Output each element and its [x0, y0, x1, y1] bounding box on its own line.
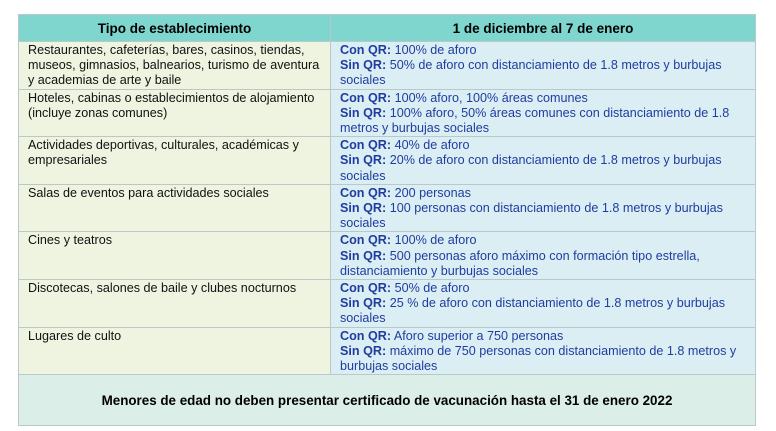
con-qr-line [340, 233, 746, 248]
table-row [19, 42, 756, 90]
sin-qr-line [340, 296, 746, 326]
sin-qr-line [340, 58, 746, 88]
sin-qr-label: Sin QR: [340, 201, 387, 216]
sin-qr-value: 50% de aforo con distanciamiento de 1.8 metros y burbujas sociales [340, 58, 722, 88]
con-qr-value: 100% aforo, 100% áreas comunes [394, 90, 588, 105]
sin-qr-value: máximo de 750 personas con distanciamiento de 1.8 metros y burbujas sociales [340, 343, 737, 374]
tipo-cell: Lugares de culto [19, 327, 331, 375]
aforo-cell [331, 42, 756, 90]
con-qr-label: Con QR: [340, 233, 392, 248]
table-header-row [19, 15, 756, 42]
aforo-cell [331, 137, 756, 185]
header-tipo: Tipo de establecimiento [19, 15, 331, 42]
sin-qr-value: 500 personas aforo máximo con formación tipo estrella, distanciamiento y burbujas sociales [340, 248, 700, 278]
aforo-cell [331, 232, 756, 280]
sin-qr-label: Sin QR: [340, 58, 387, 73]
aforo-cell [331, 327, 756, 375]
tipo-cell: Discotecas, salones de baile y clubes nocturnos [19, 280, 331, 328]
aforo-cell [331, 89, 756, 137]
con-qr-label: Con QR: [340, 328, 392, 343]
tipo-cell: Restaurantes, cafeterías, bares, casinos, tiendas, museos, gimnasios, balnearios, turismo de aventura y academias de arte y baile [19, 42, 331, 90]
header-fechas: 1 de diciembre al 7 de enero [331, 15, 756, 42]
con-qr-line [340, 138, 746, 153]
sin-qr-label: Sin QR: [340, 296, 387, 311]
con-qr-value: 100% de aforo [394, 43, 477, 57]
sin-qr-value: 100% aforo, 50% áreas comunes con distanciamiento de 1.8 metros y burbujas sociales [340, 105, 730, 136]
aforo-cell [331, 280, 756, 328]
aforo-table-container [18, 14, 755, 426]
aforo-table [18, 14, 756, 426]
con-qr-label: Con QR: [340, 281, 392, 296]
con-qr-label: Con QR: [340, 185, 392, 200]
table-row [19, 232, 756, 280]
sin-qr-value: 25 % de aforo con distanciamiento de 1.8 metros y burbujas sociales [340, 296, 726, 326]
con-qr-value: 100% de aforo [394, 233, 477, 248]
sin-qr-line [340, 344, 746, 374]
footer-note: Menores de edad no deben presentar certificado de vacunación hasta el 31 de enero 2022 [19, 375, 756, 426]
table-row [19, 89, 756, 137]
sin-qr-line [340, 153, 746, 183]
sin-qr-label: Sin QR: [340, 248, 387, 263]
sin-qr-value: 100 personas con distanciamiento de 1.8 metros y burbujas sociales [340, 201, 723, 231]
con-qr-line [340, 43, 746, 58]
table-row [19, 137, 756, 185]
con-qr-label: Con QR: [340, 138, 392, 153]
con-qr-label: Con QR: [340, 43, 392, 57]
tipo-cell: Cines y teatros [19, 232, 331, 280]
con-qr-line [340, 91, 746, 106]
tipo-cell: Hoteles, cabinas o establecimientos de alojamiento (incluye zonas comunes) [19, 89, 331, 137]
sin-qr-line [340, 249, 746, 279]
sin-qr-label: Sin QR: [340, 105, 387, 120]
con-qr-line [340, 329, 746, 344]
con-qr-value: 50% de aforo [394, 281, 470, 296]
con-qr-value: 200 personas [394, 185, 471, 200]
con-qr-line [340, 186, 746, 201]
sin-qr-line [340, 201, 746, 231]
con-qr-value: 40% de aforo [394, 138, 470, 153]
tipo-cell: Salas de eventos para actividades sociales [19, 184, 331, 232]
con-qr-line [340, 281, 746, 296]
sin-qr-label: Sin QR: [340, 153, 387, 168]
con-qr-value: Aforo superior a 750 personas [393, 328, 564, 343]
aforo-cell [331, 184, 756, 232]
sin-qr-label: Sin QR: [340, 343, 387, 358]
table-row [19, 280, 756, 328]
table-row [19, 184, 756, 232]
sin-qr-value: 20% de aforo con distanciamiento de 1.8 metros y burbujas sociales [340, 153, 722, 183]
sin-qr-line [340, 106, 746, 136]
con-qr-label: Con QR: [340, 90, 392, 105]
footer-row [19, 375, 756, 426]
tipo-cell: Actividades deportivas, culturales, académicas y empresariales [19, 137, 331, 185]
table-row [19, 327, 756, 375]
